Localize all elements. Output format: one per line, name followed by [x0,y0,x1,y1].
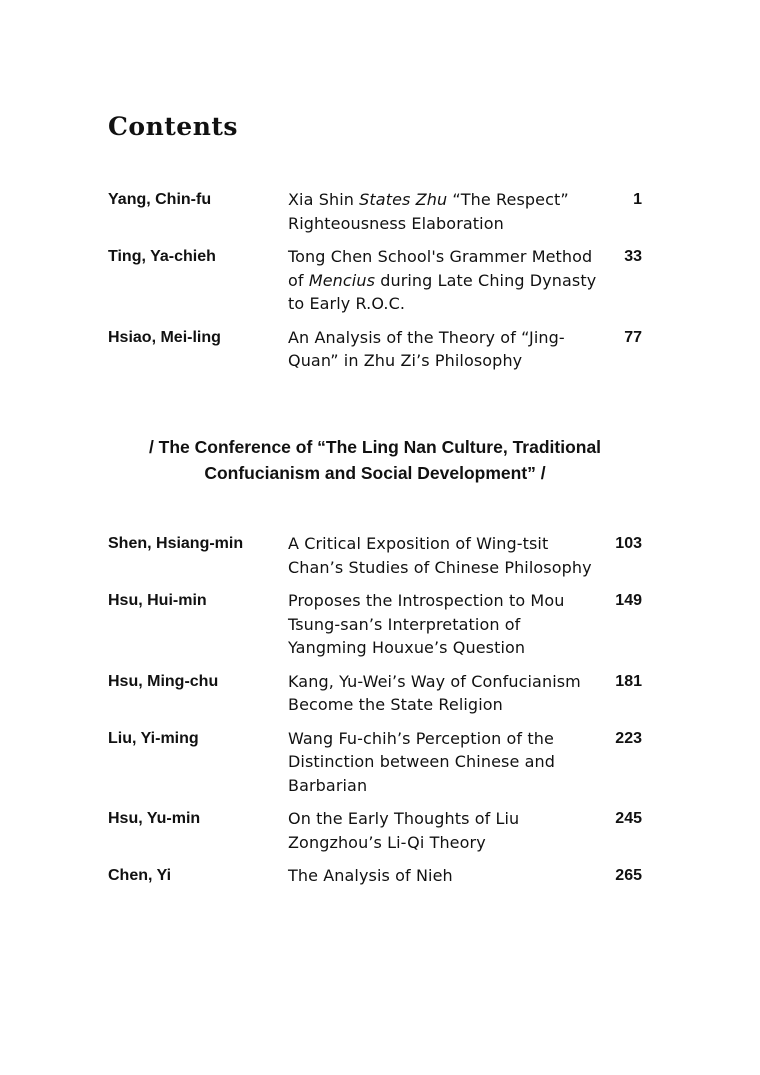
article-title: Tong Chen School's Grammer Method of Mencius during Late Ching Dynasty to Early R.O.C. [288,247,597,313]
article-title: Wang Fu-chih’s Perception of the Distinction between Chinese and Barbarian [288,728,555,795]
page-number: 103 [615,535,642,552]
toc-entry [108,864,642,888]
page-number: 223 [615,729,642,747]
conference-heading [100,434,650,486]
title-italic: Mencius [308,270,376,290]
page-number: 265 [615,867,642,884]
author-name: Ting, Ya-chieh [108,248,216,265]
author-name: Shen, Hsiang-min [108,535,244,552]
toc-entry [108,589,642,660]
page-number: 181 [615,672,642,690]
article-title: A Critical Exposition of Wing-tsit Chan’s Studies of Chinese Philosophy [288,534,592,577]
article-title: The Analysis of Nieh [288,866,453,885]
toc-entry [108,326,642,373]
toc-entry [108,188,642,235]
toc-entry [108,670,642,717]
toc-entry [108,727,642,798]
article-title: Xia Shin States Zhu “The Respect” Righteousness Elaboration [288,190,569,233]
author-name: Chen, Yi [108,867,172,884]
author-name: Hsu, Hui-min [108,592,207,609]
toc-entry [108,807,642,854]
title-italic: States Zhu [359,190,448,209]
page-number: 33 [624,248,642,265]
toc-entry [108,532,642,579]
author-name: Hsu, Ming-chu [108,672,219,690]
author-name: Hsiao, Mei-ling [108,328,221,346]
toc-section-1 [108,188,642,383]
conference-heading-line-1: / The Conference of “The Ling Nan Culture, Traditional [148,437,602,457]
conference-heading-line-2: Confucianism and Social Development” / [204,463,546,483]
page-number: 245 [615,810,642,827]
article-title: Kang, Yu-Wei’s Way of Confucianism Become the State Religion [288,671,581,714]
article-title: On the Early Thoughts of Liu Zongzhou’s Li-Qi Theory [288,809,520,852]
article-title: Proposes the Introspection to Mou Tsung-san’s Interpretation of Yangming Houxue’s Question [288,591,565,657]
article-title: An Analysis of the Theory of “Jing-Quan” in Zhu Zi’s Philosophy [288,327,565,370]
page-number: 77 [624,328,642,346]
toc-entry [108,245,642,316]
author-name: Liu, Yi-ming [108,729,199,747]
page-number: 1 [633,191,642,208]
page-title: Contents [108,112,239,141]
page-number: 149 [615,592,642,609]
toc-section-2 [108,532,642,898]
author-name: Hsu, Yu-min [108,810,201,827]
author-name: Yang, Chin-fu [108,191,212,208]
